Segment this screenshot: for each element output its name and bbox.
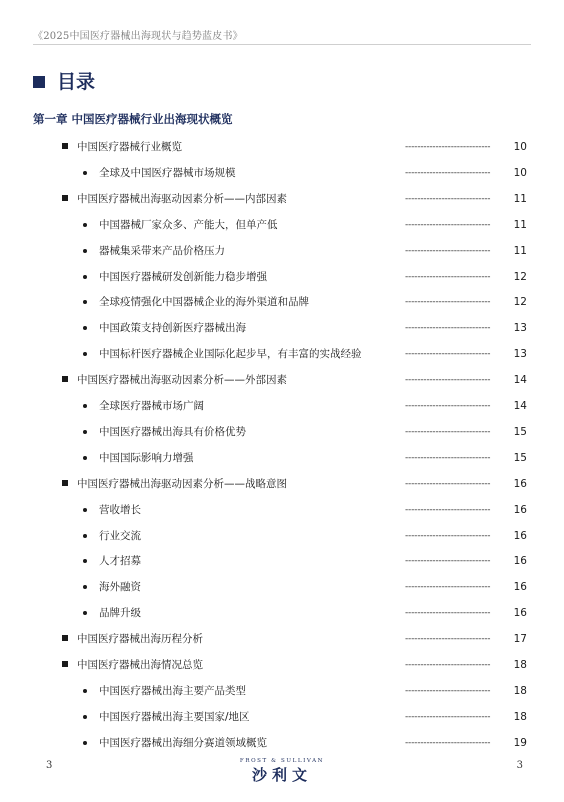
toc-dot-leader: ---------------------------- <box>405 608 491 619</box>
toc-entry-label: 全球医疗器械市场广阔 <box>99 400 204 412</box>
toc-entry[interactable] <box>0 657 564 673</box>
toc-entry-page-number: 15 <box>513 425 527 438</box>
round-bullet-icon <box>83 741 87 745</box>
toc-entry-label: 中国医疗器械出海主要产品类型 <box>99 684 246 697</box>
toc-entry[interactable] <box>0 243 564 259</box>
toc-entry-label: 中国医疗器械研发创新能力稳步增强 <box>99 270 267 283</box>
toc-entry[interactable] <box>0 450 564 466</box>
page-number-left: 3 <box>46 760 53 771</box>
toc-dot-leader: ---------------------------- <box>405 452 491 463</box>
toc-entry[interactable] <box>0 528 564 544</box>
round-bullet-icon <box>83 275 87 279</box>
toc-entry-page-number: 12 <box>513 270 527 283</box>
toc-entry-label: 全球及中国医疗器械市场规模 <box>99 166 236 179</box>
toc-entry-label: 中国政策支持创新医疗器械出海 <box>99 322 246 335</box>
toc-entry-page-number: 17 <box>513 633 527 646</box>
round-bullet-icon <box>83 249 87 253</box>
toc-entry-label: 品牌升级 <box>99 607 141 620</box>
toc-entry-page-number: 16 <box>513 477 527 490</box>
toc-entry-label: 中国医疗器械出海细分赛道领域概览 <box>99 736 267 749</box>
toc-entry[interactable] <box>0 735 564 751</box>
toc-dot-leader: ---------------------------- <box>405 323 491 334</box>
toc-entry-label: 器械集采带来产品价格压力 <box>99 244 225 257</box>
document-header-title: 《2025中国医疗器械出海现状与趋势蓝皮书》 <box>33 31 243 42</box>
toc-entry-label: 中国医疗器械行业概览 <box>77 141 182 153</box>
chapter-title: 第一章 中国医疗器械行业出海现状概览 <box>33 112 233 126</box>
toc-entry-label: 中国医疗器械出海驱动因素分析——外部因素 <box>77 374 287 387</box>
toc-entry[interactable] <box>0 269 564 285</box>
toc-entry[interactable] <box>0 217 564 233</box>
toc-dot-leader: ---------------------------- <box>405 504 491 515</box>
round-bullet-icon <box>83 326 87 330</box>
round-bullet-icon <box>83 715 87 719</box>
round-bullet-icon <box>83 300 87 304</box>
toc-entry-label: 中国标杆医疗器械企业国际化起步早，有丰富的实战经验 <box>99 348 362 361</box>
toc-entry[interactable] <box>0 165 564 181</box>
toc-dot-leader: ---------------------------- <box>405 582 491 593</box>
toc-entry-page-number: 15 <box>513 451 527 464</box>
toc-entry-page-number: 18 <box>513 710 527 723</box>
toc-entry-label: 中国医疗器械出海情况总览 <box>77 659 203 671</box>
toc-entry[interactable] <box>0 294 564 310</box>
toc-dot-leader: ---------------------------- <box>405 478 491 489</box>
toc-entry-page-number: 19 <box>513 736 527 749</box>
toc-entry[interactable] <box>0 372 564 388</box>
toc-entry[interactable] <box>0 502 564 518</box>
toc-dot-leader: ---------------------------- <box>405 660 491 670</box>
toc-entry[interactable] <box>0 424 564 440</box>
square-bullet-icon <box>62 376 68 382</box>
toc-entry-page-number: 14 <box>513 400 527 412</box>
toc-entry-page-number: 16 <box>513 607 527 620</box>
toc-entry-label: 中国医疗器械出海驱动因素分析——战略意图 <box>77 477 287 490</box>
toc-entry-page-number: 16 <box>513 581 527 594</box>
round-bullet-icon <box>83 689 87 693</box>
toc-dot-leader: ---------------------------- <box>405 556 491 567</box>
toc-entry-label: 行业交流 <box>99 529 141 542</box>
toc-entry-page-number: 13 <box>513 348 527 361</box>
round-bullet-icon <box>83 534 87 538</box>
square-bullet-icon <box>62 480 68 486</box>
toc-entry-page-number: 16 <box>513 555 527 568</box>
toc-entry[interactable] <box>0 139 564 155</box>
toc-dot-leader: ---------------------------- <box>405 297 491 308</box>
toc-entry-page-number: 16 <box>513 503 527 516</box>
toc-entry-page-number: 16 <box>513 529 527 542</box>
toc-entry[interactable] <box>0 320 564 336</box>
toc-entry[interactable] <box>0 346 564 362</box>
toc-entry-page-number: 11 <box>513 192 527 205</box>
toc-dot-leader: ---------------------------- <box>405 685 491 696</box>
round-bullet-icon <box>83 404 87 408</box>
toc-entry-page-number: 12 <box>513 296 527 309</box>
toc-entry[interactable] <box>0 553 564 569</box>
toc-entry[interactable] <box>0 605 564 621</box>
round-bullet-icon <box>83 559 87 563</box>
toc-entry-label: 中国医疗器械出海驱动因素分析——内部因素 <box>77 192 287 205</box>
square-bullet-icon <box>62 635 68 641</box>
logo-english-text: FROST & SULLIVAN <box>239 758 325 764</box>
toc-entry[interactable] <box>0 631 564 647</box>
toc-entry-label: 中国医疗器械出海具有价格优势 <box>99 425 246 438</box>
toc-dot-leader: ---------------------------- <box>405 375 491 386</box>
toc-dot-leader: ---------------------------- <box>405 193 491 204</box>
toc-entry-label: 营收增长 <box>99 503 141 516</box>
toc-entry-page-number: 14 <box>513 374 527 387</box>
round-bullet-icon <box>83 456 87 460</box>
toc-entry-label: 中国医疗器械出海历程分析 <box>77 633 203 646</box>
toc-entry-page-number: 18 <box>513 684 527 697</box>
round-bullet-icon <box>83 352 87 356</box>
toc-entry-page-number: 10 <box>513 141 527 153</box>
square-bullet-icon <box>62 143 68 149</box>
toc-entry-page-number: 13 <box>513 322 527 335</box>
toc-entry[interactable] <box>0 191 564 207</box>
round-bullet-icon <box>83 508 87 512</box>
round-bullet-icon <box>83 171 87 175</box>
publisher-logo <box>232 758 332 785</box>
toc-entry-label: 中国国际影响力增强 <box>99 451 194 464</box>
toc-heading-label: 目录 <box>57 71 96 93</box>
toc-dot-leader: ---------------------------- <box>405 401 491 411</box>
toc-dot-leader: ---------------------------- <box>405 142 491 152</box>
toc-dot-leader: ---------------------------- <box>405 245 491 256</box>
toc-entry-label: 全球疫情强化中国器械企业的海外渠道和品牌 <box>99 296 309 309</box>
toc-entry[interactable] <box>0 709 564 725</box>
square-bullet-icon <box>62 195 68 201</box>
square-bullet-icon <box>62 661 68 667</box>
toc-entry-page-number: 11 <box>513 218 527 231</box>
toc-dot-leader: ---------------------------- <box>405 634 491 645</box>
page-number-right: 3 <box>516 760 523 771</box>
toc-entry[interactable] <box>0 683 564 699</box>
toc-dot-leader: ---------------------------- <box>405 530 491 541</box>
toc-entry-page-number: 10 <box>513 166 527 179</box>
toc-dot-leader: ---------------------------- <box>405 426 491 437</box>
round-bullet-icon <box>83 585 87 589</box>
toc-dot-leader: ---------------------------- <box>405 167 491 178</box>
toc-entry[interactable] <box>0 476 564 492</box>
toc-dot-leader: ---------------------------- <box>405 711 491 722</box>
toc-entry-label: 中国器械厂家众多、产能大，但单产低 <box>99 218 278 231</box>
toc-entry[interactable] <box>0 398 564 414</box>
round-bullet-icon <box>83 223 87 227</box>
toc-entry-page-number: 11 <box>513 244 527 257</box>
toc-entry-label: 海外融资 <box>99 581 141 594</box>
toc-heading <box>33 70 95 94</box>
round-bullet-icon <box>83 611 87 615</box>
toc-entry[interactable] <box>0 579 564 595</box>
logo-chinese-text: 沙利文 <box>251 766 312 784</box>
header-divider <box>33 44 531 45</box>
toc-dot-leader: ---------------------------- <box>405 349 491 360</box>
toc-entry-label: 人才招募 <box>99 555 141 568</box>
toc-dot-leader: ---------------------------- <box>405 271 491 282</box>
toc-dot-leader: ---------------------------- <box>405 737 491 748</box>
toc-dot-leader: ---------------------------- <box>405 219 491 230</box>
toc-entry-label: 中国医疗器械出海主要国家/地区 <box>99 710 250 723</box>
toc-entry-page-number: 18 <box>513 659 527 671</box>
heading-square-icon <box>33 76 45 88</box>
round-bullet-icon <box>83 430 87 434</box>
